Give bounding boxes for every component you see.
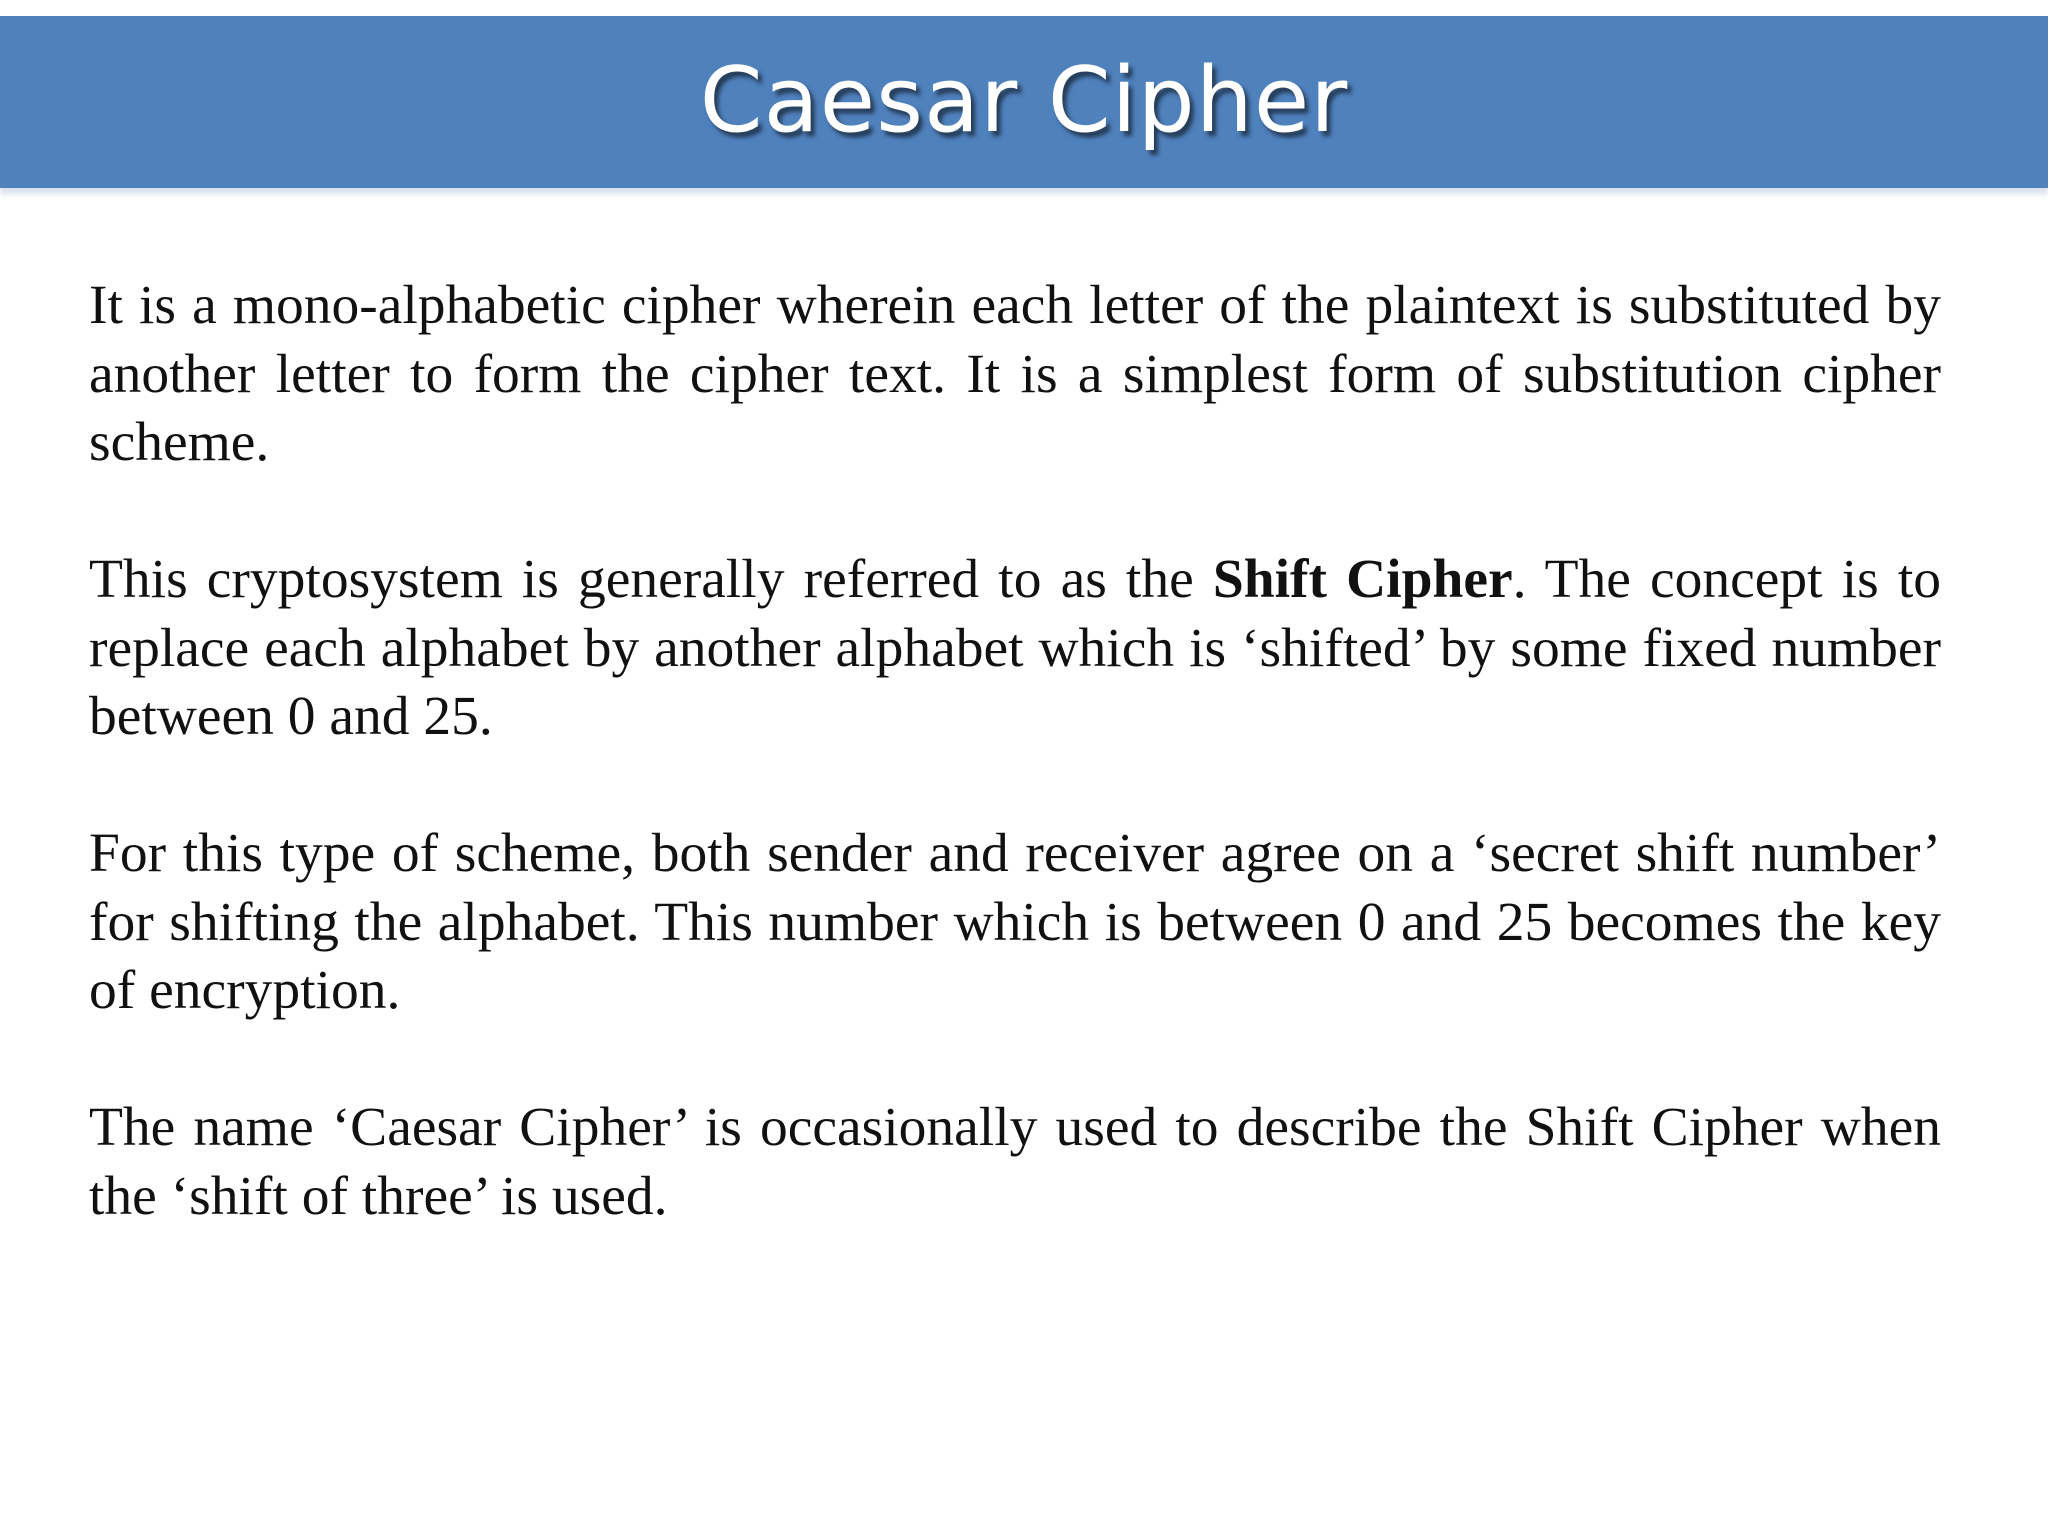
slide-body <box>89 272 1941 1231</box>
paragraph-definition: It is a mono-alphabetic cipher wherein each letter of the plaintext is substituted by another letter to form the cipher text. It is a simplest form of substitution cipher scheme. <box>89 275 1941 473</box>
title-bar <box>0 16 2048 188</box>
paragraph-caesar-name: The name ‘Caesar Cipher’ is occasionally used to describe the Shift Cipher when the ‘shift of three’ is used. <box>89 1097 1941 1227</box>
paragraph-secret-key: For this type of scheme, both sender and receiver agree on a ‘secret shift number’ for shifting the alphabet. This number which is between 0 and 25 becomes the key of encryption. <box>89 823 1941 1021</box>
slide-title: Caesar Cipher <box>699 47 1349 153</box>
paragraph-shift-cipher-rest: . The concept is to replace each alphabet by another alphabet which is ‘shifted’ by some fixed number between 0 and 25. <box>89 549 1942 747</box>
shift-cipher-term: Shift Cipher <box>1212 549 1513 610</box>
paragraph-shift-cipher <box>89 546 1941 752</box>
paragraph-shift-cipher-intro: This cryptosystem is generally referred to as the <box>89 549 1213 610</box>
